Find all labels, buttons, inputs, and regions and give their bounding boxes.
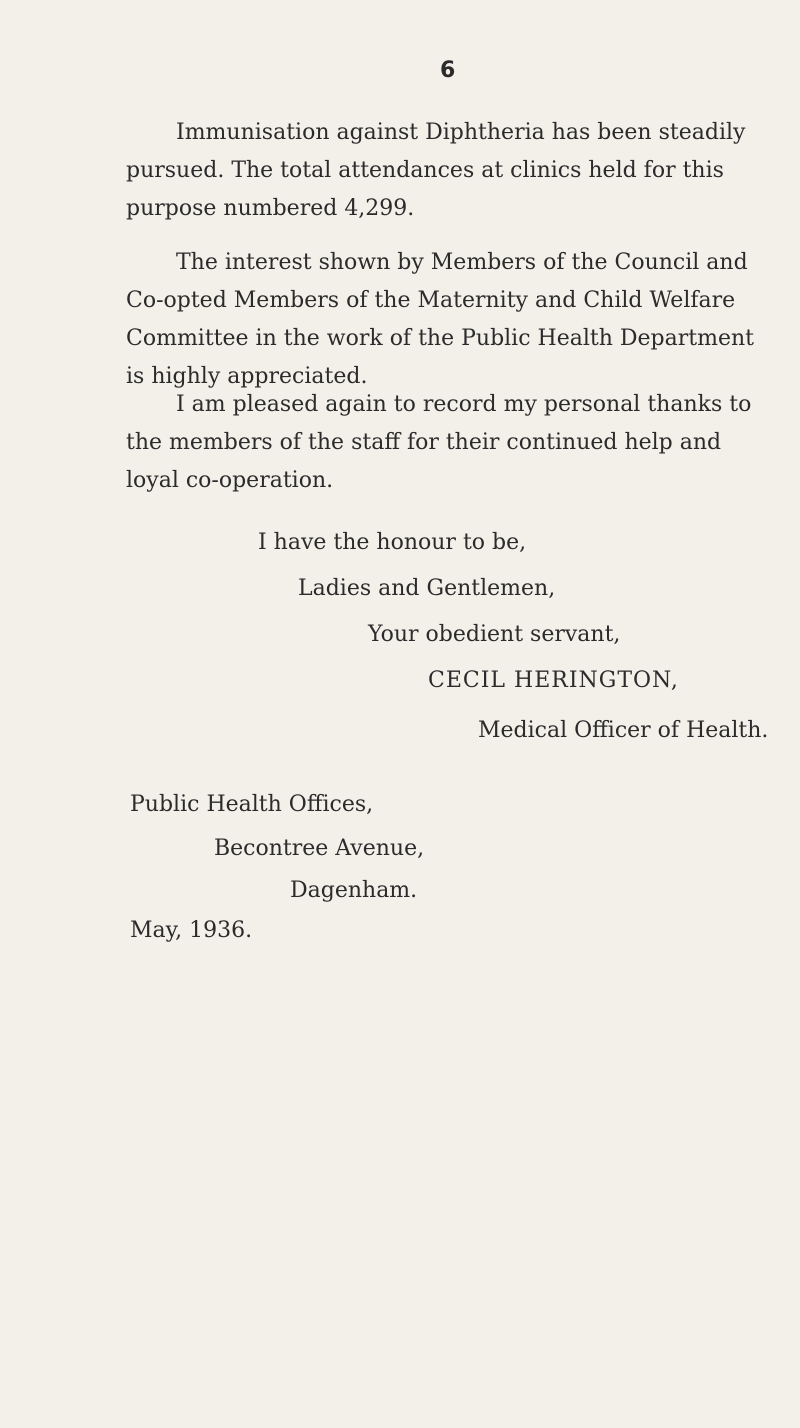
address-line-1: Public Health Offices, <box>130 792 374 817</box>
signatory-title: Medical Officer of Health. <box>478 718 769 743</box>
address-line-3: Dagenham. <box>290 878 418 903</box>
signatory-name: CECIL HERINGTON, <box>428 668 679 693</box>
page-number: 6 <box>440 58 456 83</box>
closing-honour: I have the honour to be, <box>258 530 527 555</box>
paragraph-council-thanks: The interest shown by Members of the Council and Co-opted Members of the Maternity and Child Welfare Committee in the work of the Public Health Department is highly appreciated. <box>126 250 754 389</box>
paragraph-staff-thanks: I am pleased again to record my personal thanks to the members of the staff for their continued help and loyal co-operation. <box>126 392 752 493</box>
closing-servant: Your obedient servant, <box>368 622 621 647</box>
address-line-2: Becontree Avenue, <box>214 836 425 861</box>
paragraph-immunisation: Immunisation against Diphtheria has been steadily pursued. The total attendances at clinics held for this purpose numbered 4,299. <box>126 120 746 221</box>
document-date: May, 1936. <box>130 918 253 943</box>
closing-salutation: Ladies and Gentlemen, <box>298 576 556 601</box>
